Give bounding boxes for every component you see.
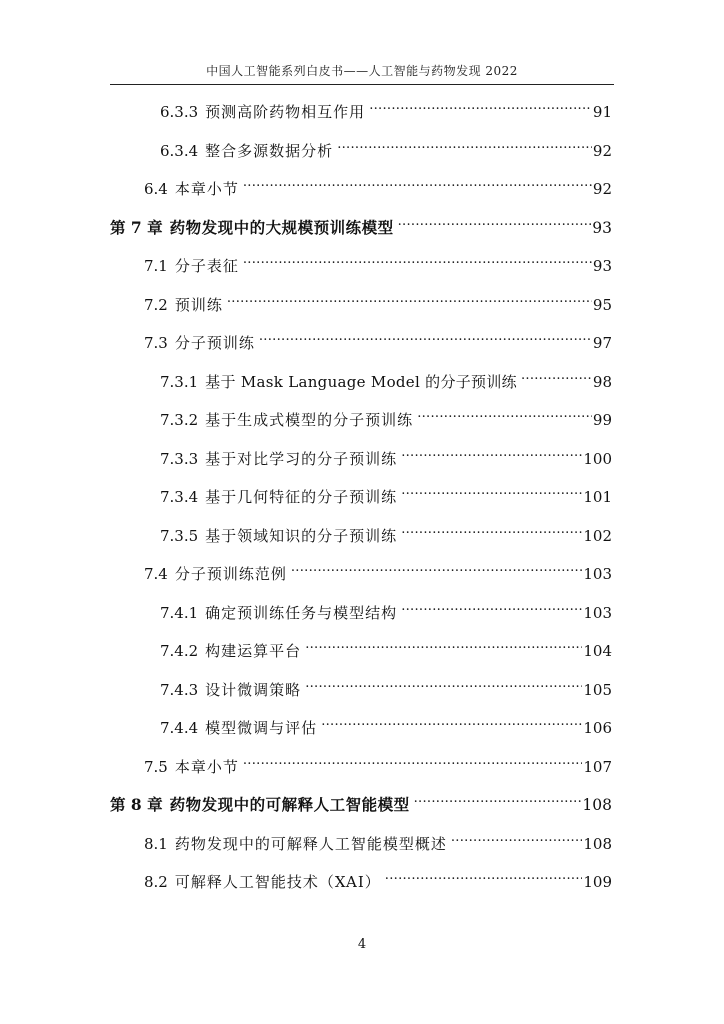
toc-entry-title: 设计微调策略 (205, 681, 302, 699)
toc-entry-title: 基于 Mask Language Model 的分子预训练 (205, 373, 517, 391)
toc-entry-title: 药物发现中的大规模预训练模型 (169, 218, 394, 237)
toc-entry-page: 107 (583, 758, 612, 776)
toc-entry-number: 8.1 (144, 835, 168, 853)
toc-entry-number: 第 8 章 (110, 795, 163, 814)
toc-entry-title: 基于几何特征的分子预训练 (205, 488, 398, 506)
toc-entry-7-3[interactable] (144, 328, 612, 353)
toc-entry-page: 108 (583, 835, 612, 853)
toc-entry-title: 预测高阶药物相互作用 (205, 103, 366, 121)
toc-entry-page: 95 (592, 296, 612, 314)
dot-leader (288, 559, 582, 579)
dot-leader (398, 521, 582, 541)
dot-leader (411, 790, 582, 810)
toc-entry-page: 91 (592, 103, 612, 121)
toc-entry-page: 102 (583, 527, 612, 545)
dot-leader (398, 482, 582, 502)
toc-entry-7-3-3[interactable] (160, 444, 612, 469)
toc-entry-page: 105 (583, 681, 612, 699)
toc-entry-7-3-2[interactable] (160, 405, 612, 430)
toc-entry-number: 第 7 章 (110, 218, 163, 237)
toc-entry-page: 104 (583, 642, 612, 660)
toc-entry-7-4-2[interactable] (160, 636, 612, 661)
toc-entry-page: 93 (592, 219, 612, 237)
toc-entry-number: 7.3.5 (160, 527, 199, 545)
dot-leader (240, 174, 592, 194)
header-title: 中国人工智能系列白皮书——人工智能与药物发现 2022 (206, 64, 518, 78)
dot-leader (318, 713, 582, 733)
toc-entry-7-3-1[interactable] (160, 367, 612, 392)
toc-entry-number: 6.3.3 (160, 103, 199, 121)
toc-entry-8-2[interactable] (144, 867, 612, 892)
dot-leader (240, 752, 582, 772)
toc-entry-title: 基于生成式模型的分子预训练 (205, 411, 414, 429)
toc-entry-page: 100 (583, 450, 612, 468)
toc-entry-page: 98 (592, 373, 612, 391)
toc-entry-number: 7.3.4 (160, 488, 199, 506)
dot-leader (448, 829, 582, 849)
dot-leader (395, 213, 592, 233)
toc-entry-page: 101 (583, 488, 612, 506)
toc-entry-7-1[interactable] (144, 251, 612, 276)
toc-entry-title: 药物发现中的可解释人工智能模型 (169, 795, 410, 814)
toc-entry-title: 模型微调与评估 (205, 719, 318, 737)
toc-entry-7-4-3[interactable] (160, 675, 612, 700)
toc-entry-title: 药物发现中的可解释人工智能模型概述 (174, 835, 447, 853)
toc-entry-number: 7.3.2 (160, 411, 199, 429)
toc-entry-7-3-5[interactable] (160, 521, 612, 546)
dot-leader (382, 867, 583, 887)
toc-entry-number: 7.5 (144, 758, 168, 776)
toc-entry-title: 整合多源数据分析 (205, 142, 334, 160)
dot-leader (414, 405, 592, 425)
toc-entry-number: 6.4 (144, 180, 168, 198)
toc-entry-page: 92 (592, 180, 612, 198)
toc-entry-number: 7.4.4 (160, 719, 199, 737)
toc-entry-number: 6.3.4 (160, 142, 199, 160)
toc-entry-title: 基于领域知识的分子预训练 (205, 527, 398, 545)
dot-leader (398, 444, 582, 464)
toc-entry-page: 103 (583, 565, 612, 583)
toc-entry-6-3-3[interactable] (160, 97, 612, 122)
header-rule (110, 84, 614, 85)
toc-entry-title: 确定预训练任务与模型结构 (205, 604, 398, 622)
toc-entry-title: 构建运算平台 (205, 642, 302, 660)
toc-entry-number: 8.2 (144, 873, 168, 891)
toc-entry-page: 103 (583, 604, 612, 622)
toc-entry-number: 7.3.3 (160, 450, 199, 468)
dot-leader (240, 251, 592, 271)
toc-entry-8-1[interactable] (144, 829, 612, 854)
toc-entry-title: 分子预训练 (174, 334, 255, 352)
toc-entry-title: 可解释人工智能技术（XAI） (174, 873, 381, 891)
toc-entry-number: 7.4.3 (160, 681, 199, 699)
toc-entry-chapter-7[interactable] (110, 213, 612, 238)
dot-leader (256, 328, 592, 348)
toc-entry-7-4-1[interactable] (160, 598, 612, 623)
toc-entry-number: 7.4.1 (160, 604, 199, 622)
dot-leader (398, 598, 582, 618)
toc-entry-page: 92 (592, 142, 612, 160)
toc-entry-number: 7.2 (144, 296, 168, 314)
toc-entry-page: 97 (592, 334, 612, 352)
toc-entry-page: 93 (592, 257, 612, 275)
toc-entry-6-4[interactable] (144, 174, 612, 199)
toc-entry-page: 106 (583, 719, 612, 737)
toc-entry-chapter-8[interactable] (110, 790, 612, 815)
toc-entry-title: 基于对比学习的分子预训练 (205, 450, 398, 468)
toc-entry-number: 7.3 (144, 334, 168, 352)
toc-entry-title: 本章小节 (174, 180, 239, 198)
dot-leader (224, 290, 592, 310)
dot-leader (302, 675, 582, 695)
toc-entry-page: 108 (582, 796, 612, 814)
toc-entry-title: 本章小节 (174, 758, 239, 776)
toc-entry-7-5[interactable] (144, 752, 612, 777)
toc-entry-7-2[interactable] (144, 290, 612, 315)
toc-entry-title: 分子预训练范例 (174, 565, 287, 583)
toc-entry-7-4-4[interactable] (160, 713, 612, 738)
dot-leader (302, 636, 582, 656)
dot-leader (366, 97, 592, 117)
dot-leader (518, 367, 592, 387)
toc-entry-title: 预训练 (174, 296, 223, 314)
toc-entry-page: 99 (592, 411, 612, 429)
dot-leader (334, 136, 592, 156)
toc-entry-7-3-4[interactable] (160, 482, 612, 507)
toc-entry-page: 109 (583, 873, 612, 891)
toc-entry-number: 7.1 (144, 257, 168, 275)
toc-entry-number: 7.4.2 (160, 642, 199, 660)
toc-entry-6-3-4[interactable] (160, 136, 612, 161)
toc-entry-title: 分子表征 (174, 257, 239, 275)
toc-entry-7-4[interactable] (144, 559, 612, 584)
page-number: 4 (357, 937, 367, 952)
toc-entry-number: 7.3.1 (160, 373, 199, 391)
toc-entry-number: 7.4 (144, 565, 168, 583)
